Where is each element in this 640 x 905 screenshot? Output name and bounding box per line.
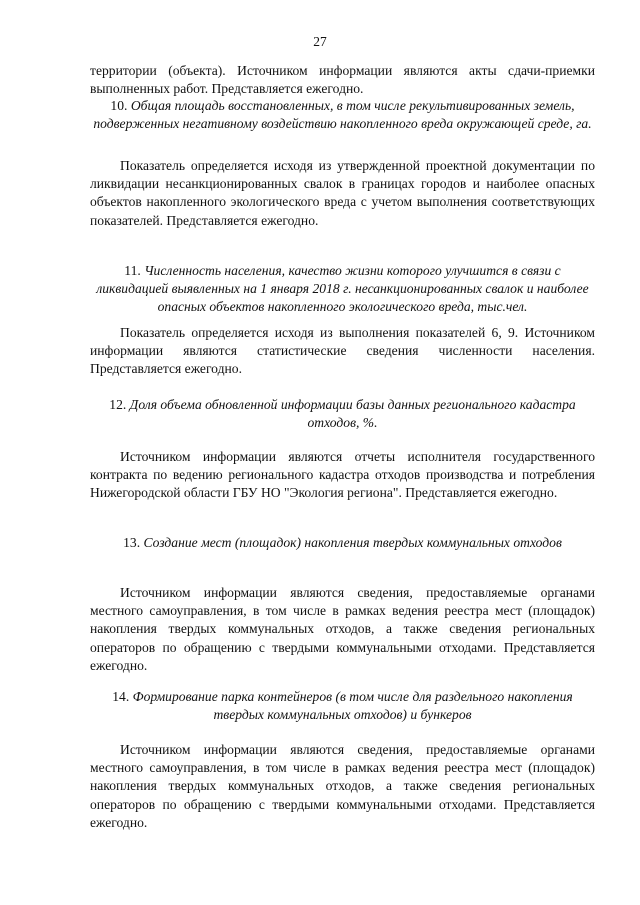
section-13-title: Создание мест (площадок) накопления твердых коммунальных отходов (143, 535, 562, 550)
section-11-heading (90, 262, 595, 317)
section-10-title: Общая площадь восстановленных, в том числе рекультивированных земель, подверженных негативному воздействию накопленного вреда окружающей среде, га. (93, 98, 592, 132)
section-13-body: Источником информации являются сведения, предоставляемые органами местного самоуправления, в том числе в рамках ведения реестра мест (площадок) накопления твердых коммунальных отходов, а также сведения региональных операторов по обращению с твердыми коммунальными отходами. Представляется ежегодно. (90, 585, 595, 673)
continued-paragraph: территории (объекта). Источником информации являются акты сдачи-приемки выполненных работ. Представляется ежегодно. (90, 63, 595, 97)
section-11-number: 11. (124, 263, 141, 278)
section-14-number: 14. (112, 689, 130, 704)
page-number: 27 (313, 34, 327, 49)
section-11-title: Численность населения, качество жизни которого улучшится в связи с ликвидацией выявленных на 1 января 2018 г. несанкционированных свалок и наиболее опасных объектов накопленного экологического вреда, тыс.чел. (96, 263, 589, 315)
section-12-title: Доля объема обновленной информации базы данных регионального кадастра отходов, %. (129, 397, 576, 431)
section-13-heading (90, 534, 595, 552)
section-14-title: Формирование парка контейнеров (в том числе для раздельного накопления твердых коммунальных отходов) и бункеров (132, 689, 573, 723)
section-11-body: Показатель определяется исходя из выполнения показателей 6, 9. Источником информации являются статистические сведения численности населения. Представляется ежегодно. (90, 325, 595, 377)
section-14-body: Источником информации являются сведения, предоставляемые органами местного самоуправления, в том числе в рамках ведения реестра мест (площадок) накопления твердых коммунальных отходов, а также сведения региональных операторов по обращению с твердыми коммунальными отходами. Представляется ежегодно. (90, 742, 595, 830)
section-13-number: 13. (123, 535, 141, 550)
section-10-body: Показатель определяется исходя из утвержденной проектной документации по ликвидации несанкционированных свалок в границах городов и наиболее опасных объектов накопленного экологического вреда с учетом выполнения соответствующих показателей. Представляется ежегодно. (90, 158, 595, 228)
section-12-heading (90, 396, 595, 432)
section-10-number: 10. (110, 98, 128, 113)
section-14-heading (90, 688, 595, 724)
section-10-heading (90, 97, 595, 133)
section-12-body: Источником информации являются отчеты исполнителя государственного контракта по ведению регионального кадастра отходов производства и потребления Нижегородской области ГБУ НО "Экология региона". Представляется ежегодно. (90, 449, 595, 501)
section-12-number: 12. (109, 397, 127, 412)
